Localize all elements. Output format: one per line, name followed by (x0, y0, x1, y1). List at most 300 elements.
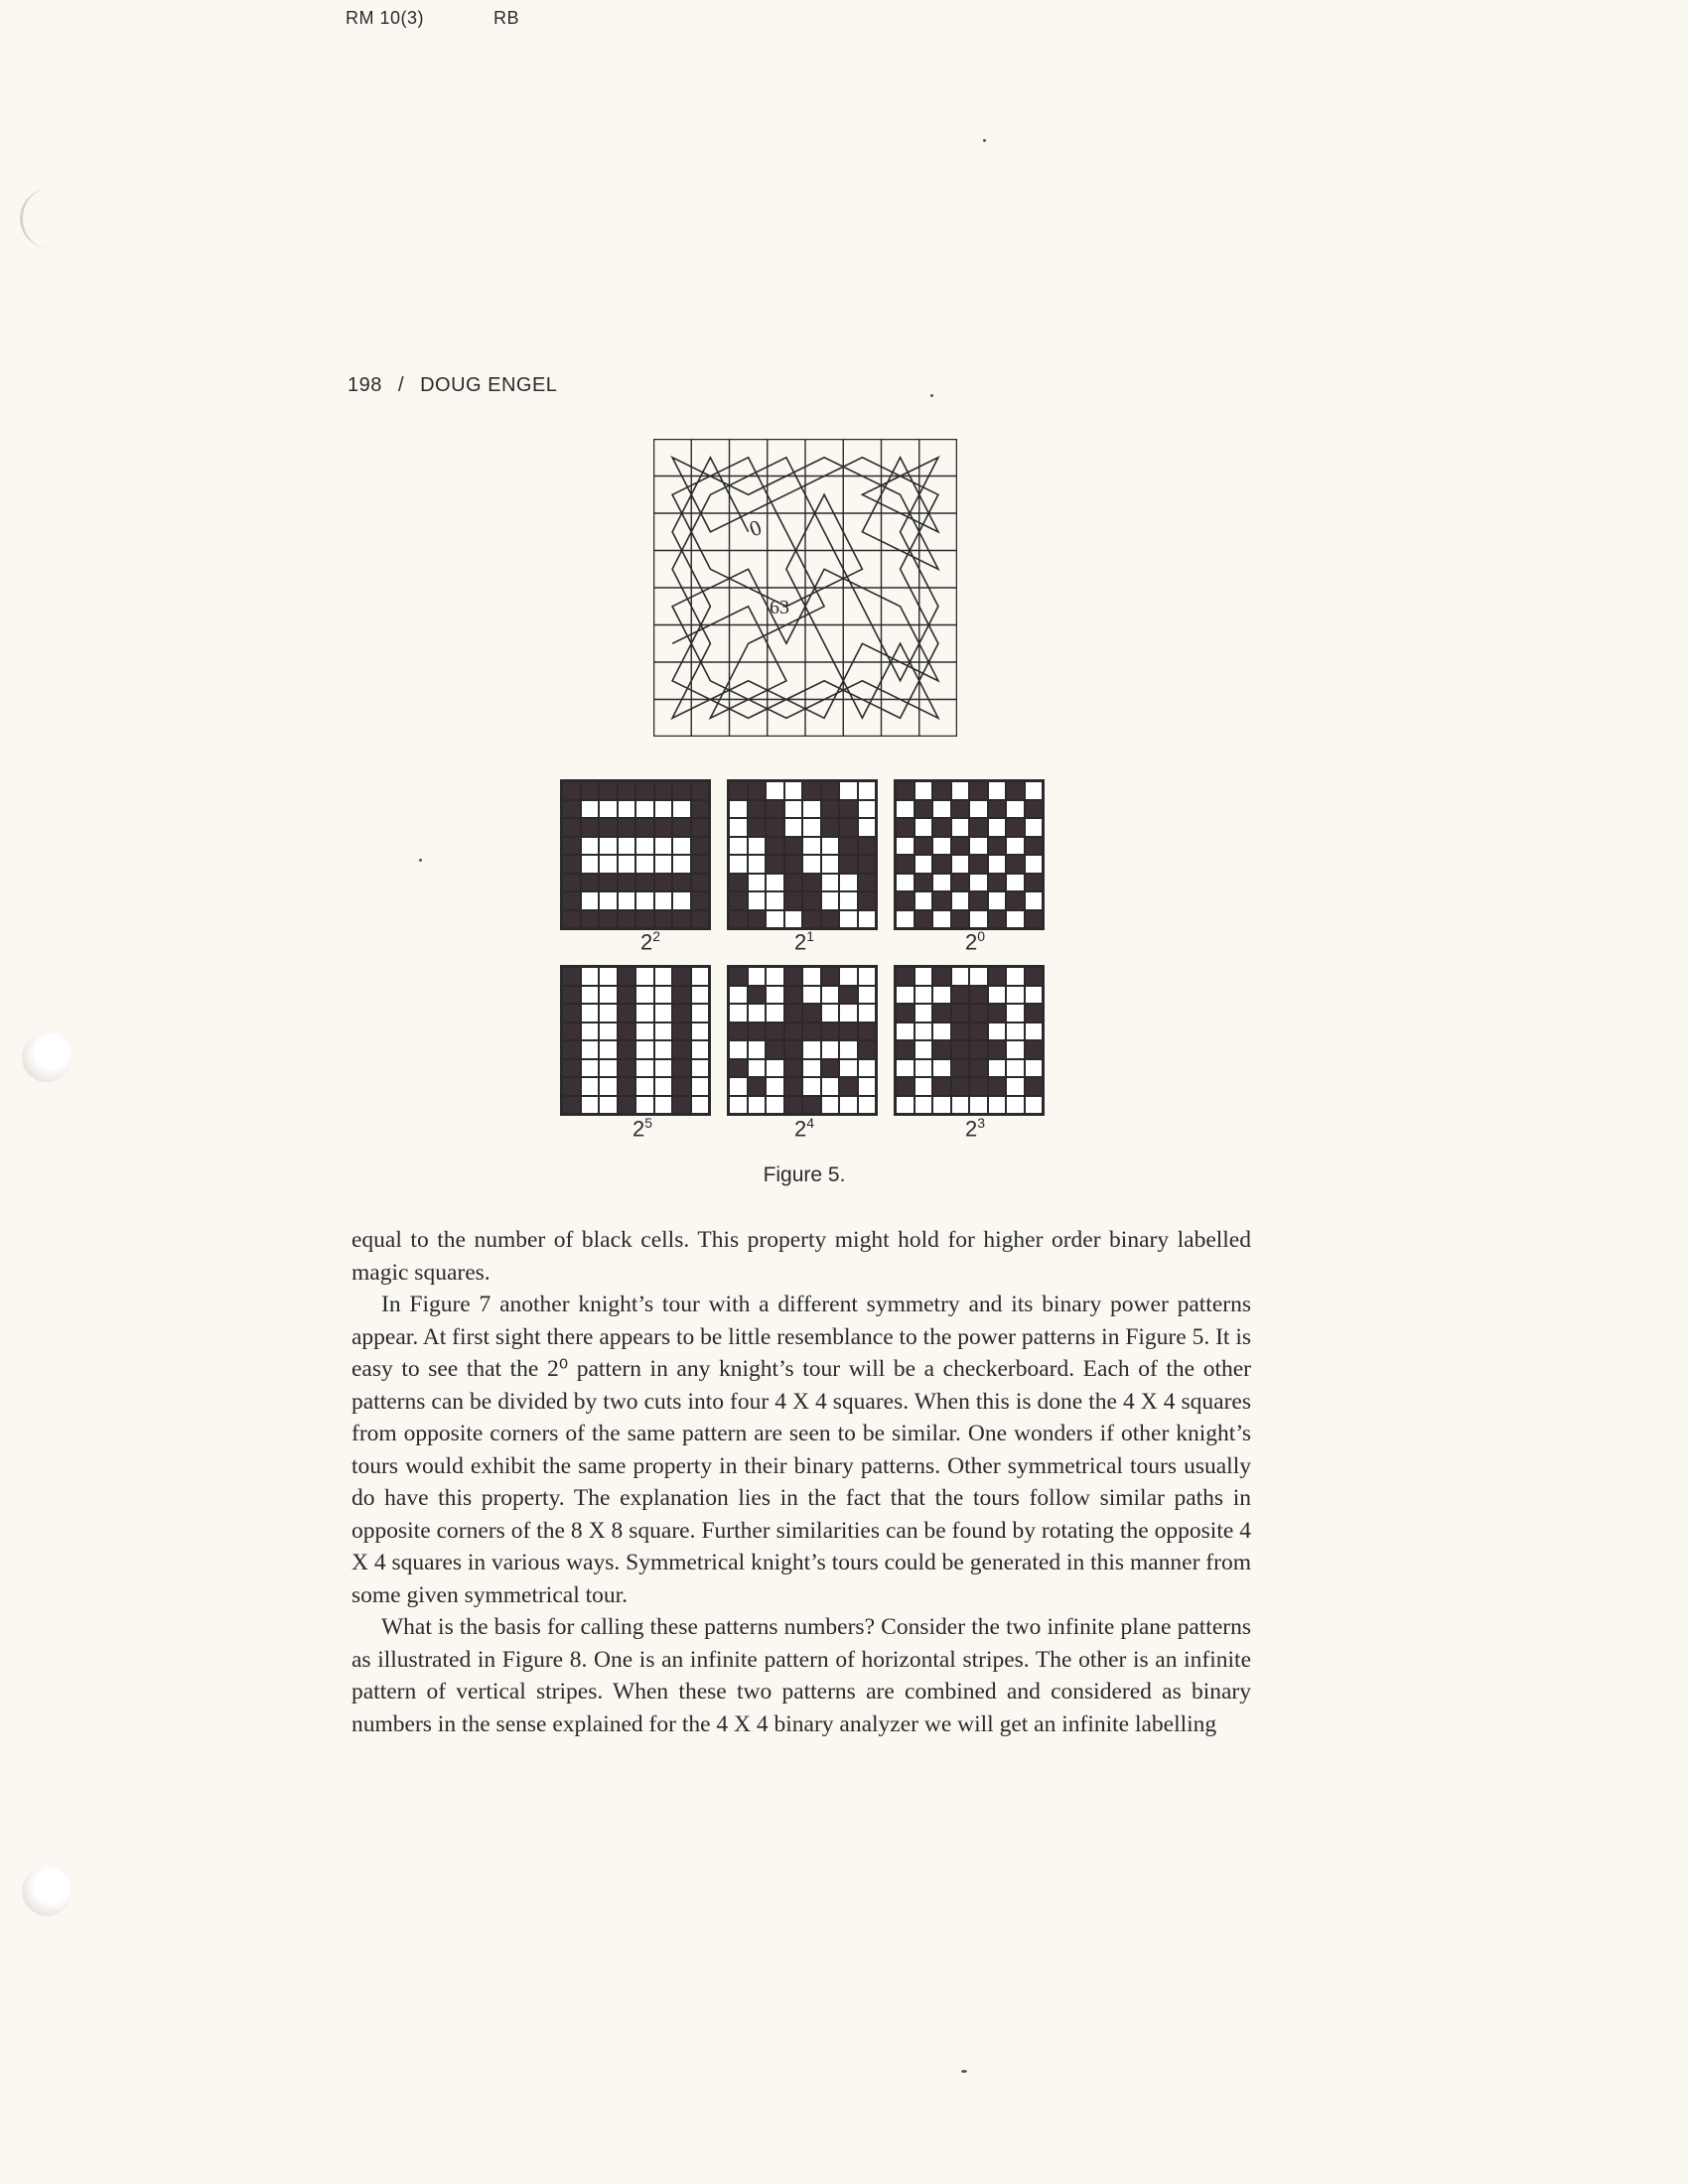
pattern-cell (821, 837, 840, 856)
pattern-cell (581, 837, 600, 856)
pattern-cell (748, 986, 767, 1005)
pattern-cell (654, 1059, 673, 1078)
pattern-cell (562, 891, 581, 910)
pattern-cell (748, 1096, 767, 1115)
power-pattern-2-0 (894, 779, 1045, 930)
author-name: DOUG ENGEL (420, 374, 558, 396)
pattern-cell (802, 891, 821, 910)
pattern-cell (599, 986, 618, 1005)
running-head (348, 374, 557, 397)
pattern-cell (729, 891, 748, 910)
pattern-cell (821, 1077, 840, 1096)
pattern-cell (821, 910, 840, 929)
pattern-cell (802, 800, 821, 819)
pattern-cell (802, 837, 821, 856)
pattern-cell (896, 967, 914, 986)
pattern-cell (766, 818, 784, 837)
pattern-cell (784, 874, 803, 892)
pattern-cell (766, 910, 784, 929)
pattern-cell (672, 986, 691, 1005)
pattern-cell (914, 1077, 933, 1096)
pattern-cell (896, 910, 914, 929)
figure-caption: Figure 5. (763, 1163, 846, 1186)
pattern-cell (858, 967, 877, 986)
pattern-cell (672, 855, 691, 874)
header-code (346, 8, 519, 29)
tour-end-label: 63 (770, 597, 789, 618)
pattern-cell (839, 818, 858, 837)
pattern-cell (1006, 1040, 1025, 1059)
pattern-cell (896, 800, 914, 819)
pattern-cell (562, 967, 581, 986)
pattern-cell (1006, 1096, 1025, 1115)
pattern-cell (691, 874, 710, 892)
pattern-cell (672, 1040, 691, 1059)
pattern-cell (951, 1096, 970, 1115)
pattern-cell (562, 874, 581, 892)
pattern-cell (748, 781, 767, 800)
pattern-cell (932, 874, 951, 892)
pattern-cell (562, 1023, 581, 1041)
pattern-cell (748, 1023, 767, 1041)
pattern-cell (821, 1096, 840, 1115)
pattern-cell (691, 910, 710, 929)
pattern-cell (635, 1096, 654, 1115)
pattern-cell (672, 1004, 691, 1023)
pattern-cell (618, 910, 636, 929)
pattern-cell (654, 818, 673, 837)
pattern-cell (691, 800, 710, 819)
pattern-cell (635, 1059, 654, 1078)
pattern-cell (1025, 818, 1044, 837)
pattern-cell (784, 986, 803, 1005)
pattern-cell (562, 1040, 581, 1059)
pattern-cell (784, 1096, 803, 1115)
pattern-cell (1025, 855, 1044, 874)
pattern-cell (581, 1059, 600, 1078)
pattern-cell (802, 986, 821, 1005)
pattern-cell (562, 837, 581, 856)
pattern-cell (581, 910, 600, 929)
pattern-cell (654, 781, 673, 800)
pattern-cell (1025, 910, 1044, 929)
pattern-cell (932, 986, 951, 1005)
pattern-cell (896, 1077, 914, 1096)
pattern-cell (654, 967, 673, 986)
pattern-cell (672, 837, 691, 856)
pattern-cell (858, 1096, 877, 1115)
pattern-cell (784, 910, 803, 929)
pattern-cell (672, 874, 691, 892)
pattern-cell (969, 855, 988, 874)
power-label: $2^5$ (632, 1115, 653, 1142)
pattern-cell (951, 1040, 970, 1059)
pattern-cell (802, 910, 821, 929)
pattern-cell (969, 781, 988, 800)
pattern-cell (581, 1004, 600, 1023)
pattern-cell (618, 874, 636, 892)
pattern-cell (599, 1004, 618, 1023)
pattern-cell (988, 1023, 1007, 1041)
pattern-cell (969, 837, 988, 856)
pattern-cell (839, 1023, 858, 1041)
pattern-cell (914, 967, 933, 986)
power-label: $2^3$ (964, 1115, 986, 1142)
pattern-cell (821, 818, 840, 837)
pattern-cell (1006, 1004, 1025, 1023)
pattern-cell (821, 1004, 840, 1023)
pattern-cell (581, 818, 600, 837)
pattern-cell (969, 818, 988, 837)
pattern-cell (654, 855, 673, 874)
pattern-cell (932, 800, 951, 819)
pattern-cell (951, 837, 970, 856)
speck (930, 394, 933, 397)
punch-hole (22, 1032, 71, 1082)
pattern-cell (562, 855, 581, 874)
pattern-cell (729, 1040, 748, 1059)
pattern-cell (729, 837, 748, 856)
pattern-cell (839, 1077, 858, 1096)
pattern-cell (784, 1040, 803, 1059)
pattern-cell (896, 891, 914, 910)
pattern-cell (562, 800, 581, 819)
pattern-cell (988, 837, 1007, 856)
pattern-cell (1025, 1077, 1044, 1096)
pattern-cell (599, 910, 618, 929)
pattern-cell (802, 1023, 821, 1041)
journal-code: RM 10(3) (346, 8, 425, 28)
pattern-cell (932, 1096, 951, 1115)
pattern-cell (1006, 891, 1025, 910)
pattern-cell (766, 986, 784, 1005)
pattern-cell (672, 800, 691, 819)
pattern-cell (748, 874, 767, 892)
pattern-cell (951, 1023, 970, 1041)
pattern-cell (951, 1004, 970, 1023)
pattern-cell (729, 855, 748, 874)
pattern-cell (654, 910, 673, 929)
pattern-cell (599, 874, 618, 892)
pattern-cell (766, 891, 784, 910)
pattern-cell (784, 837, 803, 856)
pattern-cell (932, 1023, 951, 1041)
pattern-cell (1006, 874, 1025, 892)
pattern-cell (802, 855, 821, 874)
pattern-cell (821, 967, 840, 986)
pattern-cell (784, 967, 803, 986)
pattern-cell (748, 967, 767, 986)
pattern-cell (766, 967, 784, 986)
pattern-cell (896, 986, 914, 1005)
pattern-cell (858, 1059, 877, 1078)
pattern-cell (784, 1059, 803, 1078)
tour-start-label: 0 (746, 514, 766, 542)
pattern-cell (784, 1004, 803, 1023)
knights-tour-diagram (653, 439, 957, 737)
pattern-cell (1006, 967, 1025, 986)
pattern-cell (951, 891, 970, 910)
pattern-cell (766, 874, 784, 892)
pattern-cell (784, 1023, 803, 1041)
pattern-cell (988, 818, 1007, 837)
pattern-cell (654, 1004, 673, 1023)
pattern-cell (691, 986, 710, 1005)
pattern-cell (562, 1096, 581, 1115)
pattern-cell (802, 781, 821, 800)
pattern-cell (839, 1096, 858, 1115)
pattern-cell (635, 891, 654, 910)
pattern-cell (784, 1077, 803, 1096)
pattern-cell (599, 818, 618, 837)
pattern-cell (914, 1059, 933, 1078)
pattern-cell (839, 1059, 858, 1078)
pattern-cell (784, 800, 803, 819)
pattern-cell (1006, 910, 1025, 929)
initials: RB (493, 8, 520, 28)
pattern-cell (784, 855, 803, 874)
pattern-cell (581, 855, 600, 874)
pattern-cell (635, 818, 654, 837)
paragraph: equal to the number of black cells. This property might hold for higher order binary labelled magic squares. (352, 1227, 1251, 1286)
pattern-cell (581, 1023, 600, 1041)
speck (961, 2070, 967, 2073)
pattern-cell (1025, 967, 1044, 986)
power-label: $2^4$ (793, 1115, 815, 1142)
page-number: 198 (348, 374, 382, 396)
speck (983, 139, 986, 142)
pattern-cell (581, 1040, 600, 1059)
pattern-cell (599, 891, 618, 910)
pattern-cell (858, 874, 877, 892)
pattern-cell (766, 837, 784, 856)
pattern-cell (599, 1023, 618, 1041)
power-label: $2^1$ (793, 928, 815, 955)
pattern-cell (635, 837, 654, 856)
pattern-cell (766, 855, 784, 874)
pattern-cell (635, 910, 654, 929)
pattern-cell (1006, 1077, 1025, 1096)
pattern-cell (914, 1040, 933, 1059)
pattern-cell (1006, 800, 1025, 819)
pattern-cell (969, 910, 988, 929)
pattern-cell (951, 986, 970, 1005)
pattern-cell (821, 781, 840, 800)
pattern-cell (618, 818, 636, 837)
pattern-cell (988, 910, 1007, 929)
pattern-cell (802, 874, 821, 892)
pattern-cell (1025, 1059, 1044, 1078)
pattern-cell (654, 891, 673, 910)
pattern-cell (729, 818, 748, 837)
pattern-cell (988, 855, 1007, 874)
power-pattern-2-1 (727, 779, 878, 930)
pattern-cell (1025, 800, 1044, 819)
pattern-cell (1025, 891, 1044, 910)
pattern-cell (599, 1040, 618, 1059)
pattern-cell (839, 986, 858, 1005)
pattern-cell (766, 1004, 784, 1023)
pattern-cell (858, 1004, 877, 1023)
pattern-cell (839, 855, 858, 874)
pattern-cell (988, 1040, 1007, 1059)
pattern-cell (821, 891, 840, 910)
pattern-cell (581, 891, 600, 910)
pattern-cell (618, 855, 636, 874)
pattern-cell (969, 1077, 988, 1096)
pattern-cell (839, 837, 858, 856)
pattern-cell (802, 1077, 821, 1096)
pattern-cell (618, 967, 636, 986)
pattern-cell (896, 874, 914, 892)
pattern-cell (951, 910, 970, 929)
pattern-cell (654, 1040, 673, 1059)
pattern-cell (581, 1096, 600, 1115)
pattern-cell (784, 781, 803, 800)
pattern-cell (969, 1096, 988, 1115)
pattern-cell (581, 781, 600, 800)
pattern-cell (914, 781, 933, 800)
pattern-cell (729, 1096, 748, 1115)
pattern-cell (839, 1040, 858, 1059)
pattern-cell (914, 986, 933, 1005)
pattern-cell (599, 800, 618, 819)
pattern-cell (896, 1004, 914, 1023)
tour-grid (653, 439, 957, 737)
pattern-cell (839, 800, 858, 819)
pattern-cell (618, 1077, 636, 1096)
pattern-cell (1025, 986, 1044, 1005)
pattern-cell (562, 1077, 581, 1096)
pattern-cell (1006, 1059, 1025, 1078)
pattern-cell (748, 800, 767, 819)
pattern-cell (858, 1077, 877, 1096)
pattern-cell (729, 874, 748, 892)
pattern-cell (858, 986, 877, 1005)
pattern-cell (914, 1004, 933, 1023)
pattern-cell (951, 800, 970, 819)
pattern-cell (748, 891, 767, 910)
pattern-cell (932, 837, 951, 856)
pattern-cell (988, 1096, 1007, 1115)
pattern-cell (1025, 1023, 1044, 1041)
pattern-cell (969, 1023, 988, 1041)
pattern-cell (672, 1023, 691, 1041)
pattern-cell (729, 1077, 748, 1096)
pattern-cell (672, 1077, 691, 1096)
pattern-cell (802, 1004, 821, 1023)
pattern-cell (691, 967, 710, 986)
pattern-cell (821, 855, 840, 874)
pattern-cell (1025, 837, 1044, 856)
pattern-cell (672, 1059, 691, 1078)
pattern-cell (562, 1059, 581, 1078)
pattern-cell (748, 818, 767, 837)
pattern-cell (599, 1077, 618, 1096)
pattern-cell (802, 967, 821, 986)
pattern-cell (951, 818, 970, 837)
pattern-cell (562, 818, 581, 837)
pattern-cell (635, 1004, 654, 1023)
pattern-cell (635, 800, 654, 819)
pattern-cell (932, 818, 951, 837)
pattern-cell (914, 818, 933, 837)
pattern-cell (562, 781, 581, 800)
separator: / (397, 374, 404, 396)
pattern-cell (672, 891, 691, 910)
pattern-cell (951, 1077, 970, 1096)
pattern-cell (1006, 837, 1025, 856)
pattern-cell (969, 967, 988, 986)
paragraph: What is the basis for calling these patterns numbers? Consider the two infinite plane patterns as illustrated in Figure 8. One is an infinite pattern of horizontal stripes. The other is an infinite pattern of vertical stripes. When these two patterns are combined and considered as binary numbers in the sense explained for the 4 X 4 binary analyzer we will get an infinite labelling (352, 1614, 1251, 1737)
pattern-cell (581, 800, 600, 819)
pattern-cell (635, 986, 654, 1005)
pattern-cell (691, 855, 710, 874)
pattern-cell (729, 800, 748, 819)
pattern-cell (618, 1023, 636, 1041)
pattern-cell (691, 781, 710, 800)
pattern-cell (802, 1059, 821, 1078)
pattern-cell (766, 1059, 784, 1078)
pattern-cell (766, 1023, 784, 1041)
pattern-cell (896, 818, 914, 837)
pattern-cell (729, 1023, 748, 1041)
pattern-cell (932, 1059, 951, 1078)
pattern-cell (914, 855, 933, 874)
pattern-cell (748, 837, 767, 856)
pattern-cell (618, 1040, 636, 1059)
pattern-cell (969, 1040, 988, 1059)
pattern-cell (932, 967, 951, 986)
pattern-cell (691, 1096, 710, 1115)
pattern-cell (729, 781, 748, 800)
pattern-cell (1006, 855, 1025, 874)
pattern-cell (599, 837, 618, 856)
pattern-cell (729, 1059, 748, 1078)
pattern-cell (988, 891, 1007, 910)
pattern-cell (618, 1059, 636, 1078)
pattern-cell (599, 855, 618, 874)
pattern-cell (914, 910, 933, 929)
pattern-cell (988, 1059, 1007, 1078)
pattern-cell (599, 781, 618, 800)
pattern-cell (654, 837, 673, 856)
pattern-cell (654, 1096, 673, 1115)
pattern-cell (988, 1004, 1007, 1023)
pattern-cell (1006, 986, 1025, 1005)
pattern-cell (969, 891, 988, 910)
pattern-cell (821, 800, 840, 819)
pattern-cell (599, 1059, 618, 1078)
pattern-cell (784, 818, 803, 837)
pattern-cell (672, 967, 691, 986)
pattern-cell (896, 1023, 914, 1041)
pattern-cell (748, 855, 767, 874)
pattern-cell (635, 967, 654, 986)
pattern-cell (766, 800, 784, 819)
pattern-cell (654, 986, 673, 1005)
pattern-cell (932, 891, 951, 910)
pattern-cell (562, 986, 581, 1005)
punch-hole (22, 1866, 71, 1916)
pattern-cell (766, 781, 784, 800)
pattern-cell (839, 891, 858, 910)
pattern-cell (821, 1040, 840, 1059)
power-pattern-2-2 (560, 779, 711, 930)
pattern-cell (802, 1040, 821, 1059)
pattern-cell (729, 967, 748, 986)
pattern-cell (1006, 781, 1025, 800)
